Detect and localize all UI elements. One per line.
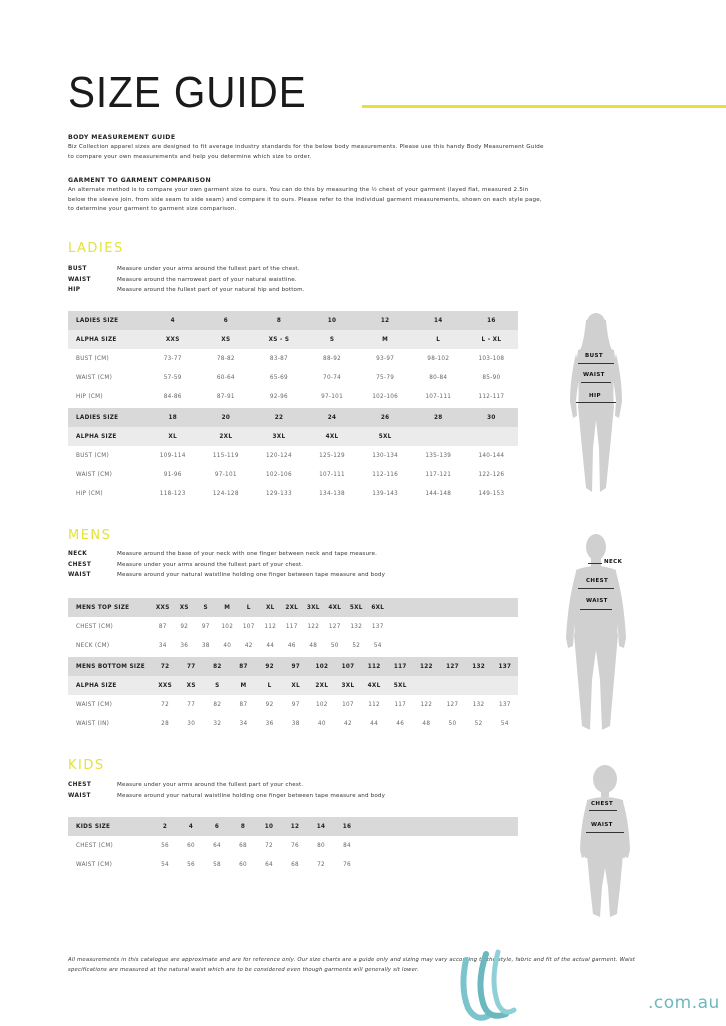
table-cell: 122 xyxy=(420,701,433,708)
chest-label: CHEST xyxy=(586,578,609,584)
table-cell: 46 xyxy=(396,720,405,727)
table-cell: 16 xyxy=(487,317,496,324)
kids-size-table xyxy=(68,817,518,874)
table-cell: 127 xyxy=(446,663,459,670)
table-cell: 38 xyxy=(201,642,210,649)
table-cell: 72 xyxy=(161,701,170,708)
table-cell: 42 xyxy=(244,642,253,649)
mens-definitions xyxy=(68,549,488,581)
table-cell: 87 xyxy=(239,663,248,670)
table-cell: 117 xyxy=(285,623,298,630)
table-cell: 137 xyxy=(498,701,511,708)
table-cell: XXS xyxy=(165,336,180,343)
waist-label: WAIST xyxy=(586,598,608,604)
table-cell: 50 xyxy=(448,720,457,727)
table-row xyxy=(68,349,518,368)
table-cell: 72 xyxy=(160,663,170,670)
table-cell: 18 xyxy=(168,414,177,421)
table-cell: 3XL xyxy=(341,682,355,689)
hip-label: HIP xyxy=(589,393,601,399)
table-alpha-row xyxy=(68,676,518,695)
table-cell: 122-126 xyxy=(478,471,505,478)
table-cell: 137 xyxy=(371,623,384,630)
neck-label: NECK xyxy=(604,559,623,565)
row-label: ALPHA SIZE xyxy=(76,336,117,343)
waist-measure-line xyxy=(586,832,624,833)
table-cell: 139-143 xyxy=(372,490,399,497)
body-guide-text: Biz Collection apparel sizes are designed to fit average industry standards for the below body measurements. Please use this handy Body Measurement Guide to compare your own measurements and help you determine which size to order. xyxy=(68,144,544,160)
table-row xyxy=(68,695,518,714)
table-cell: 112 xyxy=(264,623,277,630)
table-cell: 112-116 xyxy=(372,471,399,478)
table-cell: 83-87 xyxy=(269,355,288,362)
table-cell: 107-111 xyxy=(425,393,452,400)
child-silhouette-icon xyxy=(575,762,635,922)
waist-measure-line xyxy=(580,609,612,610)
definition-text: Measure around the base of your neck with one finger between neck and tape measure. xyxy=(117,551,378,558)
row-label: CHEST (CM) xyxy=(76,623,114,630)
table-cell: 50 xyxy=(330,642,339,649)
row-label: WAIST (CM) xyxy=(76,701,113,708)
table-cell: 87 xyxy=(158,623,167,630)
table-cell: 92-96 xyxy=(269,393,288,400)
table-cell: 64 xyxy=(213,842,221,849)
table-cell: S xyxy=(215,682,220,689)
table-cell: 60-64 xyxy=(216,374,235,381)
table-cell: 4 xyxy=(170,317,175,324)
table-cell: 80 xyxy=(317,842,325,849)
table-cell: 84 xyxy=(343,842,351,849)
table-cell: 3XL xyxy=(306,604,320,611)
table-cell: 137 xyxy=(498,663,512,670)
ladies-body-figure xyxy=(566,308,626,498)
mens-bottom-size-table xyxy=(68,657,518,733)
definition-term: WAIST xyxy=(68,276,91,283)
row-label: ALPHA SIZE xyxy=(76,433,117,440)
table-cell: 68 xyxy=(239,842,247,849)
definition-text: Measure around your natural waistline holding one finger between tape measure and body xyxy=(117,572,386,579)
definition-row xyxy=(68,570,488,581)
table-cell: XL xyxy=(265,604,275,611)
row-label: LADIES SIZE xyxy=(76,317,119,324)
table-cell: 102 xyxy=(315,701,328,708)
table-cell: 34 xyxy=(158,642,167,649)
table-cell: 76 xyxy=(291,842,299,849)
neck-measure-line xyxy=(588,563,602,564)
table-cell: 73-77 xyxy=(163,355,182,362)
table-cell: 107 xyxy=(242,623,255,630)
table-cell: 140-144 xyxy=(478,452,505,459)
table-cell: 28 xyxy=(161,720,170,727)
table-cell: XS xyxy=(179,604,189,611)
hip-measure-line xyxy=(576,402,616,403)
table-cell: 87-91 xyxy=(216,393,235,400)
table-cell: 115-119 xyxy=(212,452,239,459)
ladies-definitions xyxy=(68,264,488,296)
table-row xyxy=(68,387,518,406)
table-cell: 107-111 xyxy=(319,471,345,478)
definition-text: Measure around the fullest part of your natural hip and bottom. xyxy=(117,287,305,294)
table-cell: L - XL xyxy=(481,336,502,343)
row-label: BUST (CM) xyxy=(76,355,109,362)
table-cell: 16 xyxy=(342,823,352,830)
table-cell: 112 xyxy=(367,663,381,670)
table-cell: 5XL xyxy=(393,682,407,689)
table-cell: 52 xyxy=(474,720,483,727)
table-cell: 91-96 xyxy=(163,471,182,478)
table-row xyxy=(68,617,518,636)
bust-label: BUST xyxy=(585,353,603,359)
table-cell: 103-108 xyxy=(478,355,505,362)
table-cell: 52 xyxy=(352,642,361,649)
table-spacer xyxy=(360,836,518,855)
table-cell: 97 xyxy=(201,623,210,630)
table-alpha-row xyxy=(68,330,518,349)
table-cell: 4XL xyxy=(325,433,339,440)
table-cell: 92 xyxy=(180,623,189,630)
table-cell: 64 xyxy=(265,861,273,868)
table-cell: XXS xyxy=(155,604,170,611)
waist-label: WAIST xyxy=(583,372,605,378)
table-cell: M xyxy=(240,682,247,689)
table-cell: 127 xyxy=(328,623,341,630)
table-header-row xyxy=(68,598,518,617)
table-cell: 4XL xyxy=(367,682,381,689)
kids-body-figure xyxy=(575,762,635,922)
table-cell: 72 xyxy=(265,842,273,849)
definition-text: Measure around the narrowest part of your natural waistline. xyxy=(117,276,297,283)
table-cell: 132 xyxy=(472,663,485,670)
table-cell: 120-124 xyxy=(266,452,292,459)
table-cell: 85-90 xyxy=(482,374,501,381)
table-cell: 102-106 xyxy=(372,393,399,400)
table-cell: 22 xyxy=(274,414,284,421)
definition-row xyxy=(68,780,488,791)
title-accent-rule xyxy=(362,105,726,108)
table-cell: XL xyxy=(168,433,178,440)
table-row xyxy=(68,368,518,387)
ladies-size-table-2 xyxy=(68,408,518,503)
definition-term: CHEST xyxy=(68,561,92,568)
mens-top-size-table xyxy=(68,598,518,655)
ladies-section-title: LADIES xyxy=(68,241,124,256)
mens-body-figure xyxy=(564,530,654,735)
table-cell: 107 xyxy=(342,701,354,708)
definition-term: CHEST xyxy=(68,782,92,789)
definition-row xyxy=(68,264,488,275)
table-cell: 82 xyxy=(213,701,222,708)
table-cell xyxy=(413,676,439,695)
row-label: HIP (CM) xyxy=(76,393,103,400)
table-cell: 77 xyxy=(187,701,196,708)
definition-term: BUST xyxy=(68,266,87,273)
table-cell: 80-84 xyxy=(429,374,448,381)
table-cell: 102-106 xyxy=(266,471,292,478)
table-cell: 10 xyxy=(264,823,274,830)
table-cell: S xyxy=(203,604,208,611)
row-label: CHEST (CM) xyxy=(76,842,114,849)
table-cell: 102 xyxy=(221,623,234,630)
table-cell: 56 xyxy=(161,842,169,849)
table-cell: L xyxy=(267,682,272,689)
definition-text: Measure under your arms around the fullest part of the chest. xyxy=(117,266,300,273)
table-cell: XS - S xyxy=(268,336,290,343)
table-cell: 98-102 xyxy=(427,355,450,362)
definition-term: HIP xyxy=(68,287,81,294)
table-cell: 58 xyxy=(213,861,221,868)
row-label: BUST (CM) xyxy=(76,452,109,459)
table-cell: 14 xyxy=(316,823,326,830)
table-cell: 135-139 xyxy=(425,452,452,459)
table-cell: 8 xyxy=(240,823,246,830)
bust-measure-line xyxy=(578,363,614,364)
table-cell: 132 xyxy=(350,623,363,630)
table-spacer xyxy=(360,817,518,836)
table-spacer xyxy=(389,598,519,617)
table-cell: 48 xyxy=(309,642,318,649)
table-cell: 34 xyxy=(239,720,248,727)
definition-text: Measure around your natural waistline holding one finger between tape measure and body xyxy=(117,792,386,799)
table-cell: 68 xyxy=(291,861,299,868)
table-cell: 93-97 xyxy=(376,355,395,362)
table-row xyxy=(68,636,518,655)
table-cell: S xyxy=(329,336,335,343)
uniform-logo-icon xyxy=(458,948,518,1026)
table-cell: 127 xyxy=(446,701,459,708)
table-cell: XS xyxy=(186,682,196,689)
table-row xyxy=(68,714,518,733)
table-cell: 30 xyxy=(487,414,496,421)
row-label: WAIST (CM) xyxy=(76,374,113,381)
row-label: WAIST (IN) xyxy=(76,720,110,727)
table-cell: 92 xyxy=(265,701,274,708)
kids-definitions xyxy=(68,780,488,801)
table-cell: 46 xyxy=(287,642,296,649)
table-cell xyxy=(412,427,465,446)
table-alpha-row xyxy=(68,427,518,446)
table-cell: 72 xyxy=(317,861,325,868)
body-measurement-guide xyxy=(68,134,548,162)
definition-term: WAIST xyxy=(68,572,91,579)
table-cell: 20 xyxy=(221,414,231,421)
table-cell: 112 xyxy=(368,701,380,708)
garment-comparison-text: An alternate method is to compare your own garment size to ours. You can do this by measuring the ½ chest of your garment (layed flat, measured 2.5in below the sleeve join, from side seam to side seam) and compare it to ours. Please refer to the individual garment measurements, shown on each style page, to determine your garment to garment size comparison. xyxy=(68,187,542,212)
page-title: SIZE GUIDE xyxy=(68,68,307,117)
table-cell: 122 xyxy=(307,623,320,630)
table-cell: 88-92 xyxy=(323,355,342,362)
kids-section-title: KIDS xyxy=(68,758,105,773)
row-label: MENS TOP SIZE xyxy=(76,604,130,611)
table-cell: 77 xyxy=(186,663,196,670)
table-cell: 60 xyxy=(187,842,195,849)
table-header-row xyxy=(68,408,518,427)
table-cell: 2XL xyxy=(315,682,329,689)
table-cell: 2XL xyxy=(219,433,233,440)
table-cell: 36 xyxy=(180,642,189,649)
table-cell: 118-123 xyxy=(159,490,186,497)
table-spacer xyxy=(389,636,519,655)
table-cell: 56 xyxy=(187,861,195,868)
chest-label: CHEST xyxy=(591,801,614,807)
table-cell: 144-148 xyxy=(425,490,452,497)
table-cell xyxy=(492,676,518,695)
table-cell: 132 xyxy=(472,701,485,708)
table-cell: 97 xyxy=(291,663,300,670)
definition-row xyxy=(68,560,488,571)
garment-comparison xyxy=(68,177,548,215)
table-cell: 36 xyxy=(265,720,274,727)
definition-text: Measure under your arms around the fullest part of your chest. xyxy=(117,561,304,568)
table-row xyxy=(68,465,518,484)
table-cell: 2 xyxy=(162,823,168,830)
table-cell: 6 xyxy=(214,823,220,830)
table-cell: 97-101 xyxy=(321,393,344,400)
watermark-logo xyxy=(458,948,518,1026)
table-cell: 78-82 xyxy=(216,355,235,362)
table-row xyxy=(68,446,518,465)
table-cell: 44 xyxy=(370,720,379,727)
table-cell: 44 xyxy=(266,642,275,649)
table-cell: 2XL xyxy=(285,604,299,611)
table-cell: 76 xyxy=(343,861,351,868)
table-cell: 12 xyxy=(380,317,390,324)
definition-row xyxy=(68,549,488,560)
table-cell: 130-134 xyxy=(372,452,399,459)
table-cell: 30 xyxy=(187,720,196,727)
table-cell: 122 xyxy=(419,663,433,670)
table-cell: 28 xyxy=(434,414,443,421)
table-cell: 75-79 xyxy=(376,374,395,381)
waist-label: WAIST xyxy=(591,822,613,828)
table-cell: 54 xyxy=(373,642,382,649)
table-cell: 70-74 xyxy=(323,374,342,381)
table-cell: 38 xyxy=(291,720,300,727)
table-cell: 134-138 xyxy=(319,490,345,497)
watermark-domain: .com.au xyxy=(648,993,720,1013)
row-label: HIP (CM) xyxy=(76,490,103,497)
table-cell: 54 xyxy=(161,861,169,868)
definition-row xyxy=(68,285,488,296)
table-cell: 102 xyxy=(315,663,329,670)
definition-row xyxy=(68,791,488,802)
row-label: KIDS SIZE xyxy=(76,823,111,830)
table-cell: 6XL xyxy=(371,604,385,611)
table-cell: 26 xyxy=(380,414,390,421)
table-header-row xyxy=(68,657,518,676)
table-cell: 57-59 xyxy=(163,374,182,381)
table-row xyxy=(68,484,518,503)
chest-measure-line xyxy=(589,810,617,811)
waist-measure-line xyxy=(581,382,611,383)
table-cell: 92 xyxy=(265,663,274,670)
table-cell: 124-128 xyxy=(212,490,239,497)
table-cell: 65-69 xyxy=(269,374,288,381)
row-label: MENS BOTTOM SIZE xyxy=(76,663,145,670)
table-cell: 117 xyxy=(394,701,407,708)
ladies-size-table-1 xyxy=(68,311,518,406)
definition-term: NECK xyxy=(68,551,88,558)
table-cell: 42 xyxy=(344,720,352,727)
table-cell: 40 xyxy=(223,642,232,649)
table-cell: 6 xyxy=(223,317,228,324)
table-header-row xyxy=(68,311,518,330)
table-cell: 24 xyxy=(327,414,337,421)
table-cell: 8 xyxy=(276,317,282,324)
chest-measure-line xyxy=(578,588,614,589)
table-cell: 84-86 xyxy=(163,393,182,400)
table-cell: 3XL xyxy=(272,433,286,440)
table-header-row xyxy=(68,817,518,836)
body-guide-heading: BODY MEASUREMENT GUIDE xyxy=(68,134,176,141)
table-cell: 87 xyxy=(239,701,248,708)
table-cell: 149-153 xyxy=(478,490,505,497)
table-cell: 97-101 xyxy=(214,471,237,478)
table-cell: 125-129 xyxy=(319,452,345,459)
table-cell: M xyxy=(224,604,231,611)
table-cell xyxy=(466,676,492,695)
definition-row xyxy=(68,275,488,286)
table-cell: 82 xyxy=(213,663,222,670)
row-label: WAIST (CM) xyxy=(76,861,113,868)
table-cell: M xyxy=(382,336,389,343)
table-cell: 97 xyxy=(291,701,300,708)
row-label: WAIST (CM) xyxy=(76,471,113,478)
mens-section-title: MENS xyxy=(68,528,112,543)
table-cell: 4XL xyxy=(328,604,342,611)
table-cell: XL xyxy=(291,682,301,689)
table-cell: 112-117 xyxy=(478,393,505,400)
table-cell: 117 xyxy=(393,663,407,670)
table-cell: L xyxy=(246,604,251,611)
definition-text: Measure under your arms around the fullest part of your chest. xyxy=(117,782,304,789)
table-cell: 54 xyxy=(500,720,509,727)
table-cell: XXS xyxy=(158,682,172,689)
definition-term: WAIST xyxy=(68,792,91,799)
table-cell: 5XL xyxy=(349,604,363,611)
table-cell xyxy=(465,427,518,446)
table-spacer xyxy=(360,855,518,874)
table-cell: 117-121 xyxy=(425,471,452,478)
table-cell: 129-133 xyxy=(266,490,292,497)
table-cell: 12 xyxy=(290,823,300,830)
table-cell: 5XL xyxy=(378,433,392,440)
table-cell: 48 xyxy=(422,720,431,727)
table-cell: 10 xyxy=(327,317,337,324)
table-cell xyxy=(439,676,465,695)
table-cell: L xyxy=(436,336,441,343)
table-cell: 109-114 xyxy=(159,452,186,459)
table-spacer xyxy=(389,617,519,636)
table-cell: 14 xyxy=(434,317,443,324)
row-label: LADIES SIZE xyxy=(76,414,119,421)
table-cell: 32 xyxy=(213,720,222,727)
table-cell: 40 xyxy=(317,720,326,727)
table-cell: 60 xyxy=(239,861,247,868)
row-label: ALPHA SIZE xyxy=(76,682,117,689)
table-cell: 4 xyxy=(188,823,194,830)
table-cell: XS xyxy=(221,336,231,343)
table-cell: 107 xyxy=(341,663,355,670)
table-row xyxy=(68,855,518,874)
garment-comparison-heading: GARMENT TO GARMENT COMPARISON xyxy=(68,177,212,184)
row-label: NECK (CM) xyxy=(76,642,110,649)
table-row xyxy=(68,836,518,855)
disclaimer-footnote: All measurements in this catalogue are approximate and are for reference only. Our size charts are a guide only and sizing may vary according to the style, fabric and fit of the actual garment. Waist specifications are measured at the natural waist which are to be considered even though garments will generally sit lower. xyxy=(68,957,636,973)
